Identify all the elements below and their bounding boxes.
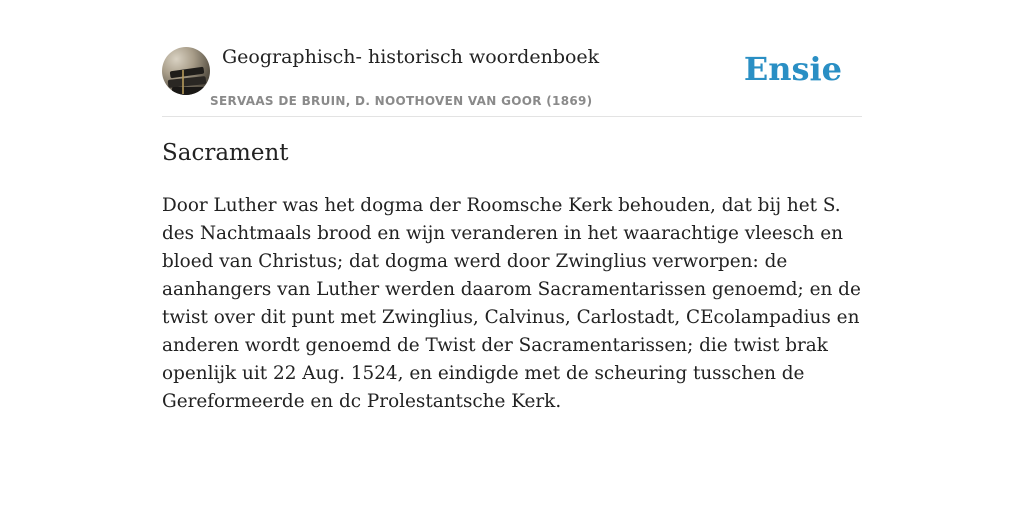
dictionary-authors: SERVAAS DE BRUIN, D. NOOTHOVEN VAN GOOR (1869) xyxy=(210,94,593,108)
dictionary-avatar-icon[interactable] xyxy=(162,47,210,95)
entry-body: Door Luther was het dogma der Roomsche Kerk behouden, dat bij het S. des Nachtmaals brood en wijn veranderen in het waarachtige vleesch en bloed van Christus; dat dogma werd door Zwinglius verworpen: de aanhangers van Luther werden daarom Sacramentarissen genoemd; en de twist over dit punt met Zwinglius, Calvinus, Carlostadt, CEcolampadius en anderen wordt genoemd de Twist der Sacramentarissen; die twist brak openlijk uit 22 Aug. 1524, en eindigde met de scheuring tusschen de Gereformeerde en dc Prolestantsche Kerk. xyxy=(162,195,861,412)
dictionary-title-link[interactable]: Geographisch- historisch woordenboek xyxy=(222,46,600,68)
book-icon xyxy=(172,87,206,95)
entry-title: Sacrament xyxy=(162,140,289,166)
ensie-logo-link[interactable]: Ensie xyxy=(743,50,842,88)
dictionary-header xyxy=(162,40,862,117)
book-spine-detail xyxy=(182,70,184,94)
